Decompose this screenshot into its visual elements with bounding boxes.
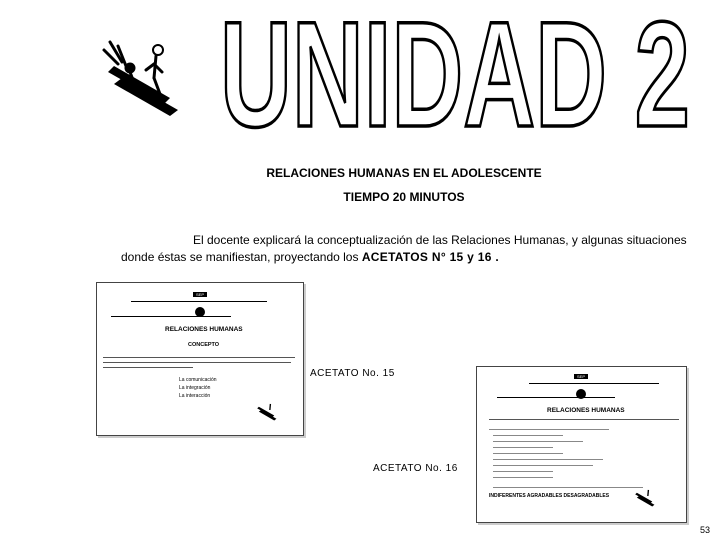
acetato-15-title: RELACIONES HUMANAS bbox=[165, 326, 243, 333]
svg-text:UNIDAD 2: UNIDAD 2 bbox=[220, 18, 690, 138]
acetato-15-item: La comunicación bbox=[179, 377, 217, 383]
acetato-15-item: La integración bbox=[179, 385, 211, 391]
instruction-paragraph bbox=[121, 232, 701, 266]
acetato-16-caption: ACETATO No. 16 bbox=[373, 463, 458, 474]
instruction-text: El docente explicará la conceptualización de las Relaciones Humanas, y algunas situaciones donde éstas se manifiestan, proyectando los bbox=[121, 233, 687, 264]
institution-logo-icon bbox=[192, 291, 208, 305]
acetato-16-bottom: INDIFERENTES AGRADABLES DESAGRADABLES bbox=[489, 493, 610, 499]
acetato-15-thumbnail bbox=[96, 282, 304, 436]
acetato-16-thumbnail bbox=[476, 366, 687, 523]
page-number: 53 bbox=[699, 525, 710, 535]
acetato-15-caption: ACETATO No. 15 bbox=[310, 368, 395, 379]
people-logo-icon bbox=[100, 38, 180, 118]
svg-text:SEP: SEP bbox=[576, 374, 586, 379]
acetato-16-title: RELACIONES HUMANAS bbox=[547, 407, 625, 414]
acetato-15-subtitle: CONCEPTO bbox=[188, 342, 220, 348]
institution-emblem-icon bbox=[573, 387, 589, 401]
unit-title bbox=[210, 18, 700, 138]
svg-text:SEP: SEP bbox=[195, 292, 205, 297]
institution-logo-icon bbox=[573, 373, 589, 387]
section-heading: RELACIONES HUMANAS EN EL ADOLESCENTE bbox=[266, 166, 542, 180]
time-label: TIEMPO 20 MINUTOS bbox=[343, 190, 465, 204]
instruction-emphasis: ACETATOS N° 15 y 16 . bbox=[361, 250, 499, 264]
people-logo-icon bbox=[633, 485, 655, 507]
people-logo-icon bbox=[255, 399, 277, 421]
acetato-15-item: La interacción bbox=[179, 393, 211, 399]
